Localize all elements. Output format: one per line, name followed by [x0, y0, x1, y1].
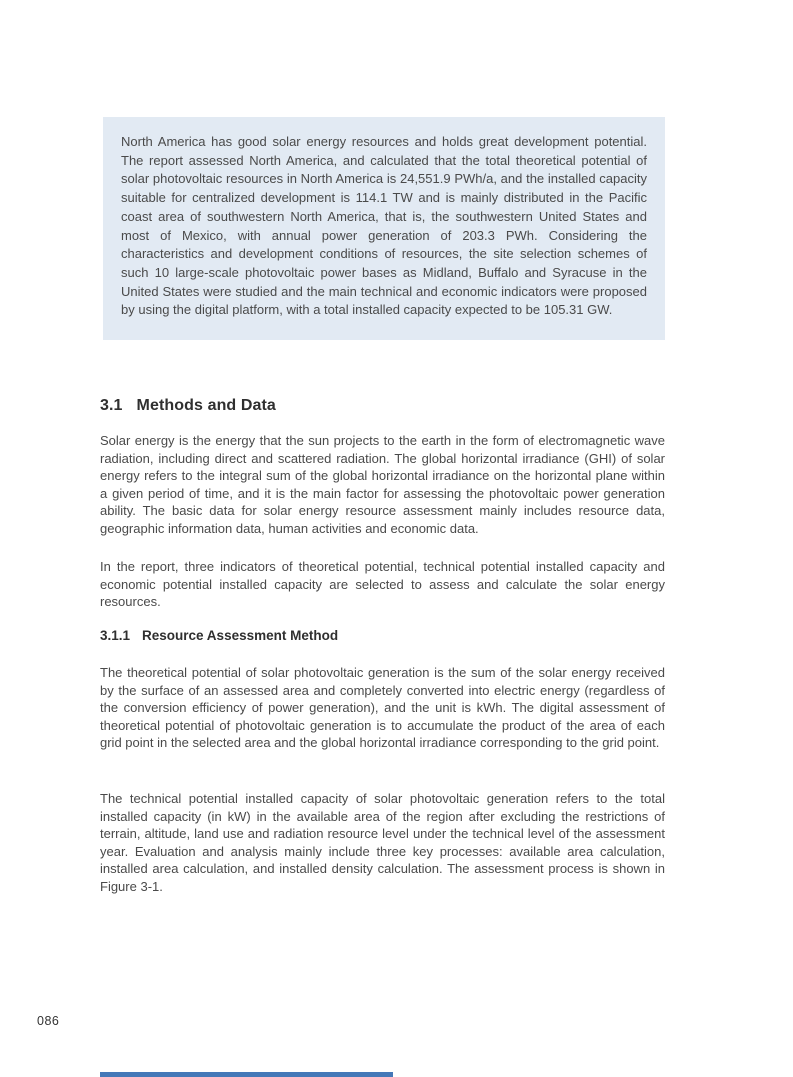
section-heading	[100, 397, 276, 415]
footer-accent-bar	[100, 1072, 393, 1077]
section-title: Methods and Data	[136, 397, 276, 414]
page-number: 086	[37, 1014, 60, 1028]
subsection-heading	[100, 628, 338, 643]
subsection-number: 3.1.1	[100, 628, 131, 643]
subsection-paragraph-2: The technical potential installed capacity of solar photovoltaic generation refers to the total installed capacity (in kW) in the available area of the region after excluding the restrictions of terrain, altitude, land use and radiation resource level under the technical level of the assessment year. Evaluation and analysis mainly include three key processes: available area calculation, installed area calculation, and installed density calculation. The assessment process is shown in Figure 3-1.	[100, 791, 665, 894]
section-number: 3.1	[100, 397, 123, 414]
subsection-title: Resource Assessment Method	[142, 628, 339, 643]
summary-callout-text: North America has good solar energy resources and holds great development potential. The report assessed North America, and calculated that the total theoretical potential of solar photovoltaic resources in North America is 24,551.9 PWh/a, and the installed capacity suitable for centralized development is 114.1 TW and is mainly distributed in the Pacific coast area of southwestern North America, that is, the southwestern United States and most of Mexico, with annual power generation of 203.3 PWh. Considering the characteristics and development conditions of resources, the site selection schemes of such 10 large-scale photovoltaic power bases as Midland, Buffalo and Syracuse in the United States were studied and the main technical and economic indicators were proposed by using the digital platform, with a total installed capacity expected to be 105.31 GW.	[121, 134, 647, 318]
section-paragraph-1: Solar energy is the energy that the sun projects to the earth in the form of electromagnetic wave radiation, including direct and scattered radiation. The global horizontal irradiance (GHI) of solar energy refers to the integral sum of the global horizontal irradiance on the horizontal plane within a given period of time, and it is the main factor for assessing the photovoltaic power generation ability. The basic data for solar energy resource assessment mainly includes resource data, geographic information data, human activities and economic data.	[100, 433, 665, 536]
section-paragraph-2: In the report, three indicators of theoretical potential, technical potential installed capacity and economic potential installed capacity are selected to assess and calculate the solar energy resources.	[100, 559, 665, 610]
subsection-paragraph-1: The theoretical potential of solar photovoltaic generation is the sum of the solar energy received by the surface of an assessed area and completely converted into electric energy (regardless of the conversion efficiency of power generation), and the unit is kWh. The digital assessment of theoretical potential of photovoltaic generation is to accumulate the product of the area of each grid point in the selected area and the global horizontal irradiance corresponding to the grid point.	[100, 665, 665, 751]
summary-callout-box	[103, 117, 665, 340]
